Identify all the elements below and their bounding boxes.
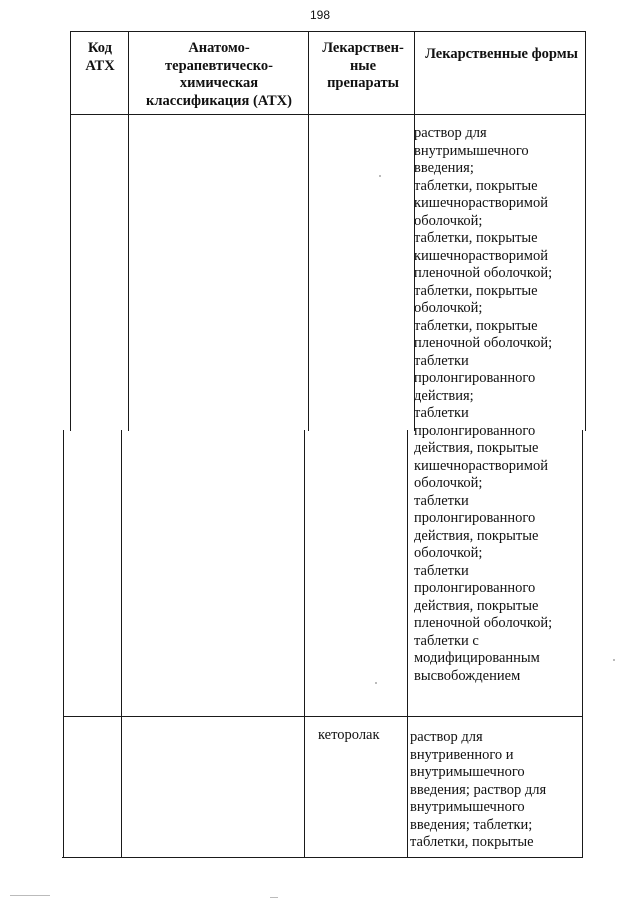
col-divider-2 — [308, 31, 309, 431]
header-dosage-forms: Лекарственные формы — [425, 46, 578, 62]
header-bottom-border — [70, 114, 585, 115]
scan-speck — [375, 682, 377, 684]
col-divider-2-lower — [304, 430, 305, 858]
scan-speck — [613, 659, 615, 661]
scan-speck — [379, 175, 381, 177]
row2-medicine: кеторолак — [318, 727, 380, 743]
header-medicines: Лекарствен-ные препараты — [322, 40, 404, 91]
col-divider-1 — [128, 31, 129, 431]
table-right-border-lower — [582, 430, 583, 858]
row1-dosage-forms: раствор для внутримышечного введения; таблетки, покрытые кишечнорастворимой оболочкой; таблетки, покрытые кишечнорастворимой пленочной оболочкой; таблетки, покрытые оболочкой; таблетки, покрытые пленочной оболочкой; таблетки пролонгированного действия; таблетки пролонгированного действия, покрытые кишечнорастворимой оболочкой; таблетки пролонгированного действия, покрытые оболочкой; таблетки пролонгированного действия, покрытые пленочной оболочкой; таблетки с модифицированным высвобождением — [414, 125, 553, 684]
header-classification: Анатомо-терапевтическо-химическая классификация (АТХ) — [146, 40, 292, 109]
col-divider-3-lower — [407, 430, 408, 858]
table-left-border — [70, 31, 71, 431]
table-top-border — [71, 31, 585, 32]
table-bottom-border — [62, 857, 583, 858]
scan-speck — [10, 895, 50, 896]
row2-dosage-forms: раствор для внутривенного и внутримышечного введения; раствор для внутримышечного введения; таблетки; таблетки, покрытые — [410, 729, 547, 850]
header-atc-code: Код АТХ — [85, 40, 115, 74]
col-divider-1-lower — [121, 430, 122, 858]
table-left-border-lower — [63, 430, 64, 858]
row-separator — [63, 716, 583, 717]
scan-speck — [270, 897, 278, 898]
page-number: 198 — [309, 8, 331, 22]
table-right-border — [585, 31, 586, 431]
